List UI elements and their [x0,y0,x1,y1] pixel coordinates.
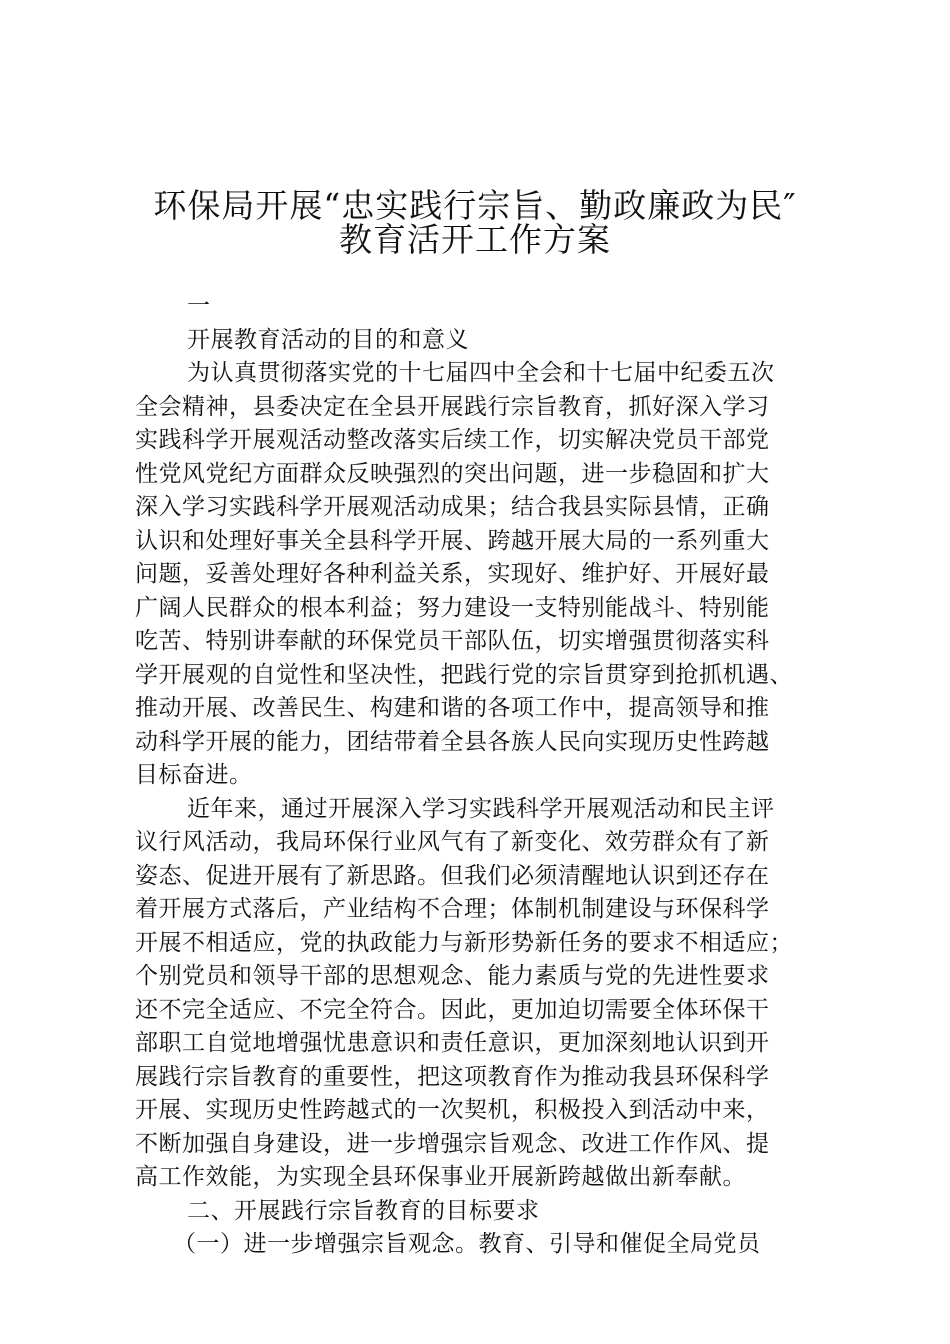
paragraph-line: 目标奋进。 [135,762,253,788]
paragraph-line: 认识和处理好事关全县科学开展、跨越开展大局的一系列重大 [135,527,770,554]
paragraph-line: 部职工自觉地增强忧患意识和责任意识，更加深刻地认识到开 [135,1030,770,1056]
paragraph-line: 着开展方式落后，产业结构不合理；体制机制建设与环保科学 [135,896,770,922]
paragraph-line: 开展不相适应，党的执政能力与新形势新任务的要求不相适应； [135,929,793,956]
paragraph-line: 问题，妥善处理好各种利益关系，实现好、维护好、开展好最 [135,561,770,587]
paragraph-line: 深入学习实践科学开展观活动成果；结合我县实际县情，正确 [135,494,770,520]
paragraph-line: 全会精神，县委决定在全县开展践行宗旨教育，抓好深入学习 [135,393,770,420]
document-title-line-1: 环保局开展“忠实践行宗旨、勤政廉政为民″ [153,186,797,225]
paragraph-line: 高工作效能，为实现全县环保事业开展新跨越做出新奉献。 [135,1164,746,1190]
document-title-line-2: 教育活开工作方案 [339,220,611,259]
paragraph-line: 为认真贯彻落实党的十七届四中全会和十七届中纪委五次 [187,360,775,386]
paragraph-line: 不断加强自身建设，进一步增强宗旨观念、改进工作作风、提 [135,1130,770,1157]
paragraph-line: 近年来，通过开展深入学习实践科学开展观活动和民主评 [187,795,775,822]
section-number: 一 [187,293,211,319]
paragraph-line: 性党风党纪方面群众反映强烈的突出问题，进一步稳固和扩大 [135,460,770,487]
paragraph-line: 展践行宗旨教育的重要性，把这项教育作为推动我县环保科学 [135,1063,770,1090]
paragraph-line: 学开展观的自觉性和坚决性，把践行党的宗旨贯穿到抢抓机遇、 [135,661,793,688]
paragraph-line: 个别党员和领导干部的思想观念、能力素质与党的先进性要求 [135,963,770,989]
subsection-line: （一）进一步增强宗旨观念。教育、引导和催促全局党员 [173,1231,761,1257]
paragraph-line: 广阔人民群众的根本利益；努力建设一支特别能战斗、特别能 [135,594,770,621]
document-body [135,290,825,1262]
paragraph-line: 实践科学开展观活动整改落实后续工作，切实解决党员干部党 [135,427,770,453]
paragraph-line: 议行风活动，我局环保行业风气有了新变化、效劳群众有了新 [135,829,770,855]
paragraph-line: 动科学开展的能力，团结带着全县各族人民向实现历史性跨越 [135,728,770,755]
paragraph-line: 吃苦、特别讲奉献的环保党员干部队伍，切实增强贯彻落实科 [135,628,770,654]
paragraph-line: 还不完全适应、不完全符合。因此，更加迫切需要全体环保干 [135,996,770,1023]
section-heading: 开展教育活动的目的和意义 [187,326,469,353]
paragraph-line: 姿态、促进开展有了新思路。但我们必须清醒地认识到还存在 [135,862,770,889]
section-heading: 二、开展践行宗旨教育的目标要求 [187,1197,540,1224]
paragraph-line: 推动开展、改善民生、构建和谐的各项工作中，提高领导和推 [135,695,770,721]
paragraph-line: 开展、实现历史性跨越式的一次契机，积极投入到活动中来， [135,1097,770,1123]
